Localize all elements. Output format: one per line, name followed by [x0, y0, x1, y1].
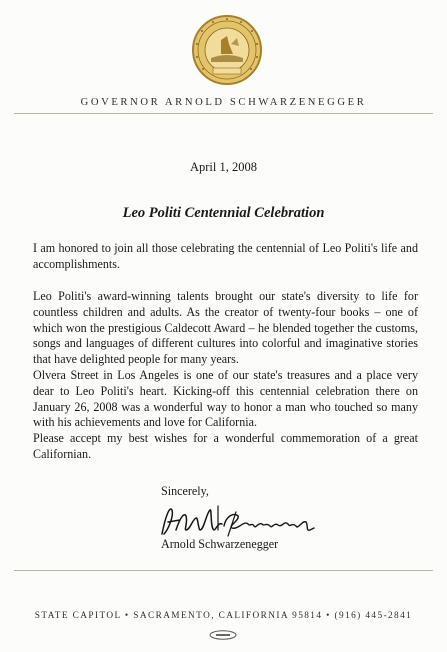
body-paragraph-2: Leo Politi's award-winning talents brought our state's diversity to life for countless children and adults. As the creator of twenty-four books – one of which won the prestigious Caldecott Award – he blended together the customs, songs and languages of different cultures into colorful and imaginative stories that have delighted people for many years.: [33, 289, 418, 367]
letter-title: Leo Politi Centennial Celebration: [122, 205, 325, 221]
body-paragraph-4: Please accept my best wishes for a wonderful commemoration of a great Californian.: [33, 431, 418, 461]
footer-address: STATE CAPITOL • SACRAMENTO, CALIFORNIA 95814 • (916) 445-2841: [34, 611, 413, 621]
letterhead-name: GOVERNOR ARNOLD SCHWARZENEGGER: [80, 97, 367, 108]
letter-date: April 1, 2008: [189, 160, 257, 174]
body-paragraph-1: I am honored to join all those celebrating the centennial of Leo Politi's life and accomplishments.: [33, 241, 418, 271]
letterhead-divider: [14, 113, 433, 114]
printer-union-mark-icon: [209, 630, 237, 640]
letter-closing: Sincerely,: [161, 484, 209, 498]
footer-divider: [14, 570, 433, 571]
handwritten-signature: [158, 500, 318, 540]
california-state-seal-icon: [191, 14, 263, 86]
body-paragraph-3: Olvera Street in Los Angeles is one of our state's treasures and a place very dear to Leo Politi's heart. Kicking-off this centennial celebration there on January 26, 2008 was a wonderful way to honor a man who touched so many with his achievements and love for California.: [33, 368, 418, 430]
signer-name: Arnold Schwarzenegger: [161, 537, 279, 551]
